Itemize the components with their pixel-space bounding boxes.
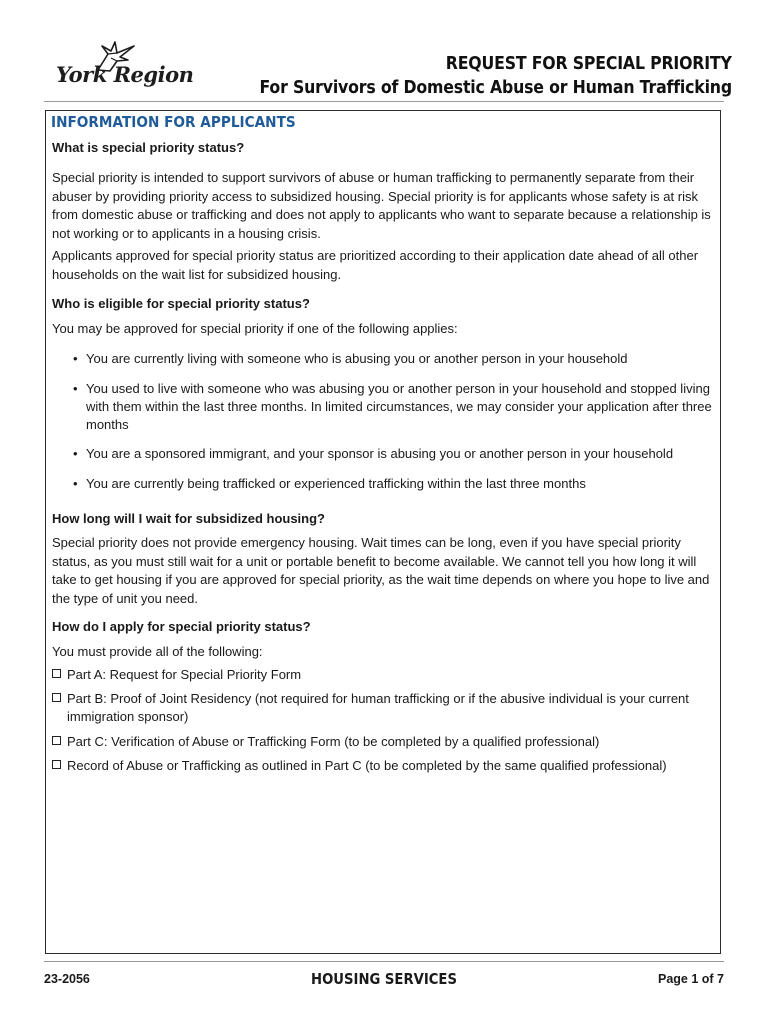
list-item: You are a sponsored immigrant, and your sponsor is abusing you or another person in your household (86, 446, 674, 461)
logo-wordmark: York Region (56, 62, 194, 87)
checklist-item: Record of Abuse or Trafficking as outlined in Part C (to be completed by the same qualified professional) (67, 758, 667, 773)
bullet-icon: • (73, 351, 78, 366)
document-subtitle: For Survivors of Domestic Abuse or Human Trafficking (259, 78, 732, 98)
paragraph: You may be approved for special priority if one of the following applies: (52, 321, 458, 336)
section-title: INFORMATION FOR APPLICANTS (51, 113, 296, 131)
bullet-icon: • (73, 381, 78, 396)
checkbox-record[interactable] (52, 760, 61, 769)
bullet-icon: • (73, 446, 78, 461)
form-number: 23-2056 (44, 972, 90, 986)
bullet-icon: • (73, 476, 78, 491)
paragraph: Special priority is intended to support survivors of abuse or human trafficking to permanently separate from their abuser by providing priority access to subsidized housing. Special priority is for applicants whose safety is at risk from domestic abuse or trafficking and does not apply to applicants who want to separate because a relationship is not working or to applicants in a housing crisis. (52, 170, 711, 241)
paragraph: Special priority does not provide emergency housing. Wait times can be long, even if you have special priority status, as you must still wait for a unit or portable benefit to become available. We cannot tell you how long it will take to get housing if you are approved for special priority, as the wait time depends on where you hope to live and the type of unit you need. (52, 535, 710, 606)
footer-divider (44, 961, 724, 962)
checkbox-part-a[interactable] (52, 669, 61, 678)
question-heading: What is special priority status? (52, 140, 245, 155)
york-region-logo (56, 40, 196, 92)
footer-department: HOUSING SERVICES (311, 970, 457, 988)
question-heading: How long will I wait for subsidized housing? (52, 511, 325, 526)
question-heading: Who is eligible for special priority status? (52, 296, 310, 311)
checkbox-part-c[interactable] (52, 736, 61, 745)
document-title: REQUEST FOR SPECIAL PRIORITY (446, 54, 732, 74)
list-item: You used to live with someone who was abusing you or another person in your household and stopped living with them within the last three months. In limited circumstances, we may consider your application after three months (86, 381, 712, 432)
paragraph: Applicants approved for special priority status are prioritized according to their application date ahead of all other households on the wait list for subsidized housing. (52, 248, 699, 282)
checklist-item: Part B: Proof of Joint Residency (not required for human trafficking or if the abusive individual is your current immigration sponsor) (67, 691, 689, 724)
page-number: Page 1 of 7 (658, 972, 724, 986)
list-item: You are currently living with someone who is abusing you or another person in your household (86, 351, 628, 366)
question-heading: How do I apply for special priority status? (52, 619, 311, 634)
checkbox-part-b[interactable] (52, 693, 61, 702)
checklist-item: Part C: Verification of Abuse or Trafficking Form (to be completed by a qualified professional) (67, 734, 600, 749)
paragraph: You must provide all of the following: (52, 644, 263, 659)
list-item: You are currently being trafficked or experienced trafficking within the last three months (86, 476, 586, 491)
checklist-item: Part A: Request for Special Priority Form (67, 667, 302, 682)
header-divider (44, 101, 724, 102)
